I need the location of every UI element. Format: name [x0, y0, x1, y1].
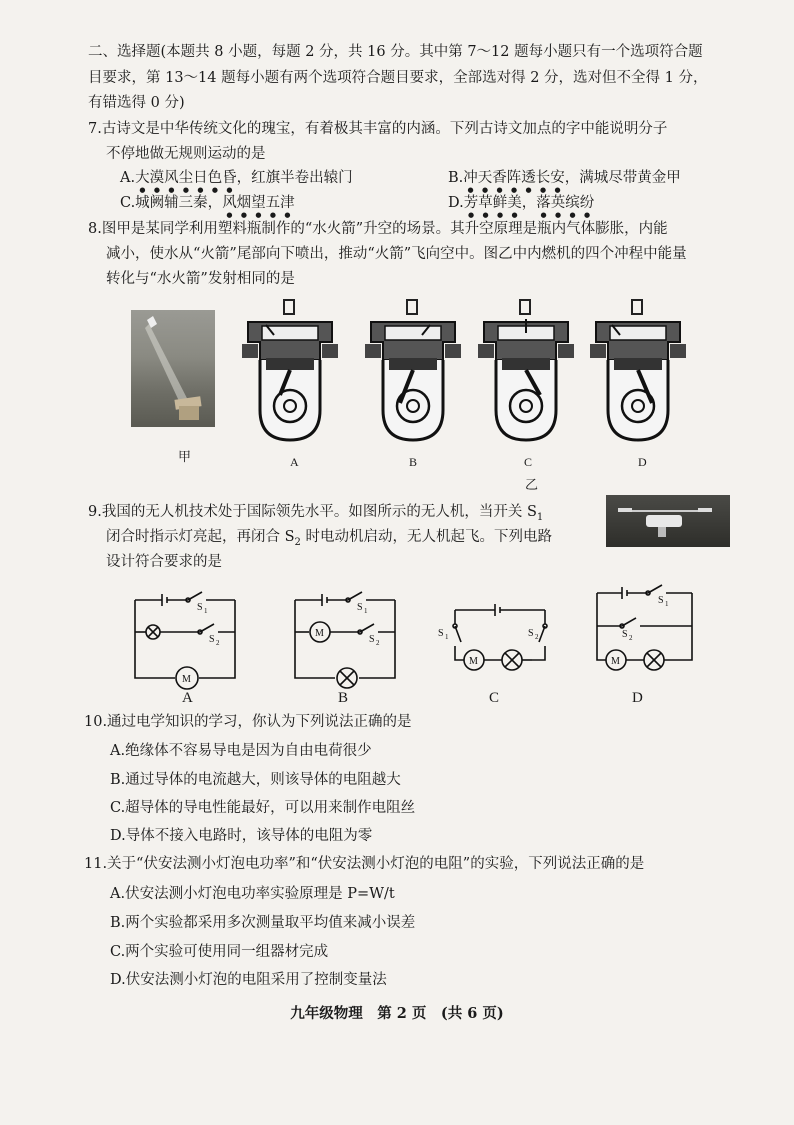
- circuit-b-motor: M: [315, 628, 324, 639]
- page-footer: 九年级物理 第 2 页 (共 6 页): [290, 1005, 504, 1022]
- q10-option-b: B.通过导体的电流越大，则该导体的电阻越大: [110, 772, 401, 788]
- circuit-a-s1-sub: 1: [204, 607, 208, 615]
- circuit-b: [295, 592, 395, 688]
- circuit-a-s2-sub: 2: [216, 639, 220, 647]
- q10-stem: 10.通过电学知识的学习，你认为下列说法正确的是: [84, 714, 412, 730]
- circuit-b-s1: S: [357, 602, 363, 613]
- q11-option-c: C.两个实验可使用同一组器材完成: [110, 944, 329, 960]
- circuit-a-s1: S: [197, 602, 203, 613]
- circuit-c-motor: M: [469, 656, 478, 667]
- q10-option-d: D.导体不接入电路时，该导体的电阻为零: [110, 828, 373, 844]
- figure-label-jia: 甲: [178, 449, 192, 464]
- engine-b: [365, 300, 461, 440]
- q7-option-c: C.城阙辅三秦，风烟望五津: [120, 195, 295, 211]
- circuit-c-s1-sub: 1: [445, 633, 449, 641]
- q7-option-b: B.冲天香阵透长安，满城尽带黄金甲: [448, 170, 681, 186]
- circuit-a-motor: M: [182, 674, 191, 685]
- q9-stem-line2: 闭合时指示灯亮起，再闭合 $S_2$ 时电动机启动，无人机起飞。下列电路: [106, 529, 553, 548]
- section-instructions-line3: 有错选得 0 分): [88, 95, 185, 111]
- q7-stem-line1: 7.古诗文是中华传统文化的瑰宝，有着极其丰富的内涵。下列古诗文加点的字中能说明分子: [88, 121, 668, 137]
- q8-stem-line2: 减小，使水从“火箭”尾部向下喷出，推动“火箭”飞向空中。图乙中内燃机的四个冲程中能量: [106, 246, 687, 262]
- engine-stroke-diagrams: [240, 295, 794, 455]
- section-instructions-line2: 目要求，第 13～14 题每小题有两个选项符合题目要求，全部选对得 2 分，选对但不全得 1 分，: [88, 70, 708, 86]
- circuit-label-c: C: [489, 690, 500, 706]
- circuit-diagrams: [130, 588, 770, 688]
- circuit-c-s1: S: [438, 628, 444, 639]
- section-instructions-line1: 二、选择题(本题共 8 小题，每题 2 分，共 16 分。其中第 7～12 题每小题只有一个选项符合题: [88, 44, 703, 60]
- water-rocket-photo: [131, 310, 215, 427]
- circuit-d-s1-sub: 1: [665, 600, 669, 608]
- engine-label-b: B: [409, 455, 418, 469]
- q8-stem-line1: 8.图甲是某同学利用塑料瓶制作的“水火箭”升空的场景。其升空原理是瓶内气体膨胀，内能: [88, 221, 668, 237]
- q9-stem-line3: 设计符合要求的是: [106, 554, 222, 570]
- q9-stem-line1: 9.我国的无人机技术处于国际领先水平。如图所示的无人机，当开关 $S_1$: [88, 504, 544, 523]
- q11-option-a: A.伏安法测小灯泡电功率实验原理是 P=W/t: [110, 886, 395, 902]
- circuit-b-s2: S: [369, 634, 375, 645]
- circuit-a-s2: S: [209, 634, 215, 645]
- engine-d: [590, 300, 686, 440]
- q11-option-b: B.两个实验都采用多次测量取平均值来减小误差: [110, 915, 416, 931]
- engine-label-c: C: [524, 455, 533, 469]
- q8-stem-line3: 转化与“水火箭”发射相同的是: [106, 271, 295, 287]
- circuit-b-s2-sub: 2: [376, 639, 380, 647]
- circuit-label-a: A: [182, 690, 193, 706]
- q11-option-d: D.伏安法测小灯泡的电阻采用了控制变量法: [110, 972, 387, 988]
- figure-label-yi: 乙: [525, 477, 539, 492]
- circuit-label-d: D: [632, 690, 643, 706]
- engine-a: [242, 300, 338, 440]
- q7-option-d: D.芳草鲜美，落英缤纷: [448, 195, 595, 211]
- circuit-d-s1: S: [658, 595, 664, 606]
- q11-stem: 11.关于“伏安法测小灯泡电功率”和“伏安法测小灯泡的电阻”的实验，下列说法正确的是: [84, 856, 645, 872]
- engine-label-a: A: [290, 455, 299, 469]
- engine-c: [478, 300, 574, 440]
- circuit-label-b: B: [338, 690, 349, 706]
- q10-option-c: C.超导体的导电性能最好，可以用来制作电阻丝: [110, 800, 416, 816]
- circuit-d-motor: M: [611, 656, 620, 667]
- drone-photo: [606, 495, 730, 547]
- q7-stem-line2: 不停地做无规则运动的是: [106, 146, 266, 162]
- circuit-c-s2-sub: 2: [535, 633, 539, 641]
- engine-label-d: D: [638, 455, 647, 469]
- circuit-d-s2: S: [622, 629, 628, 640]
- circuit-d-labels: [611, 595, 669, 667]
- q7-option-a: A.大漠风尘日色昏，红旗半卷出辕门: [120, 170, 353, 186]
- circuit-d-s2-sub: 2: [629, 634, 633, 642]
- circuit-a-labels: [182, 602, 220, 685]
- circuit-c-s2: S: [528, 628, 534, 639]
- circuit-b-s1-sub: 1: [364, 607, 368, 615]
- circuit-c-labels: [438, 628, 539, 667]
- q10-option-a: A.绝缘体不容易导电是因为自由电荷很少: [110, 743, 372, 759]
